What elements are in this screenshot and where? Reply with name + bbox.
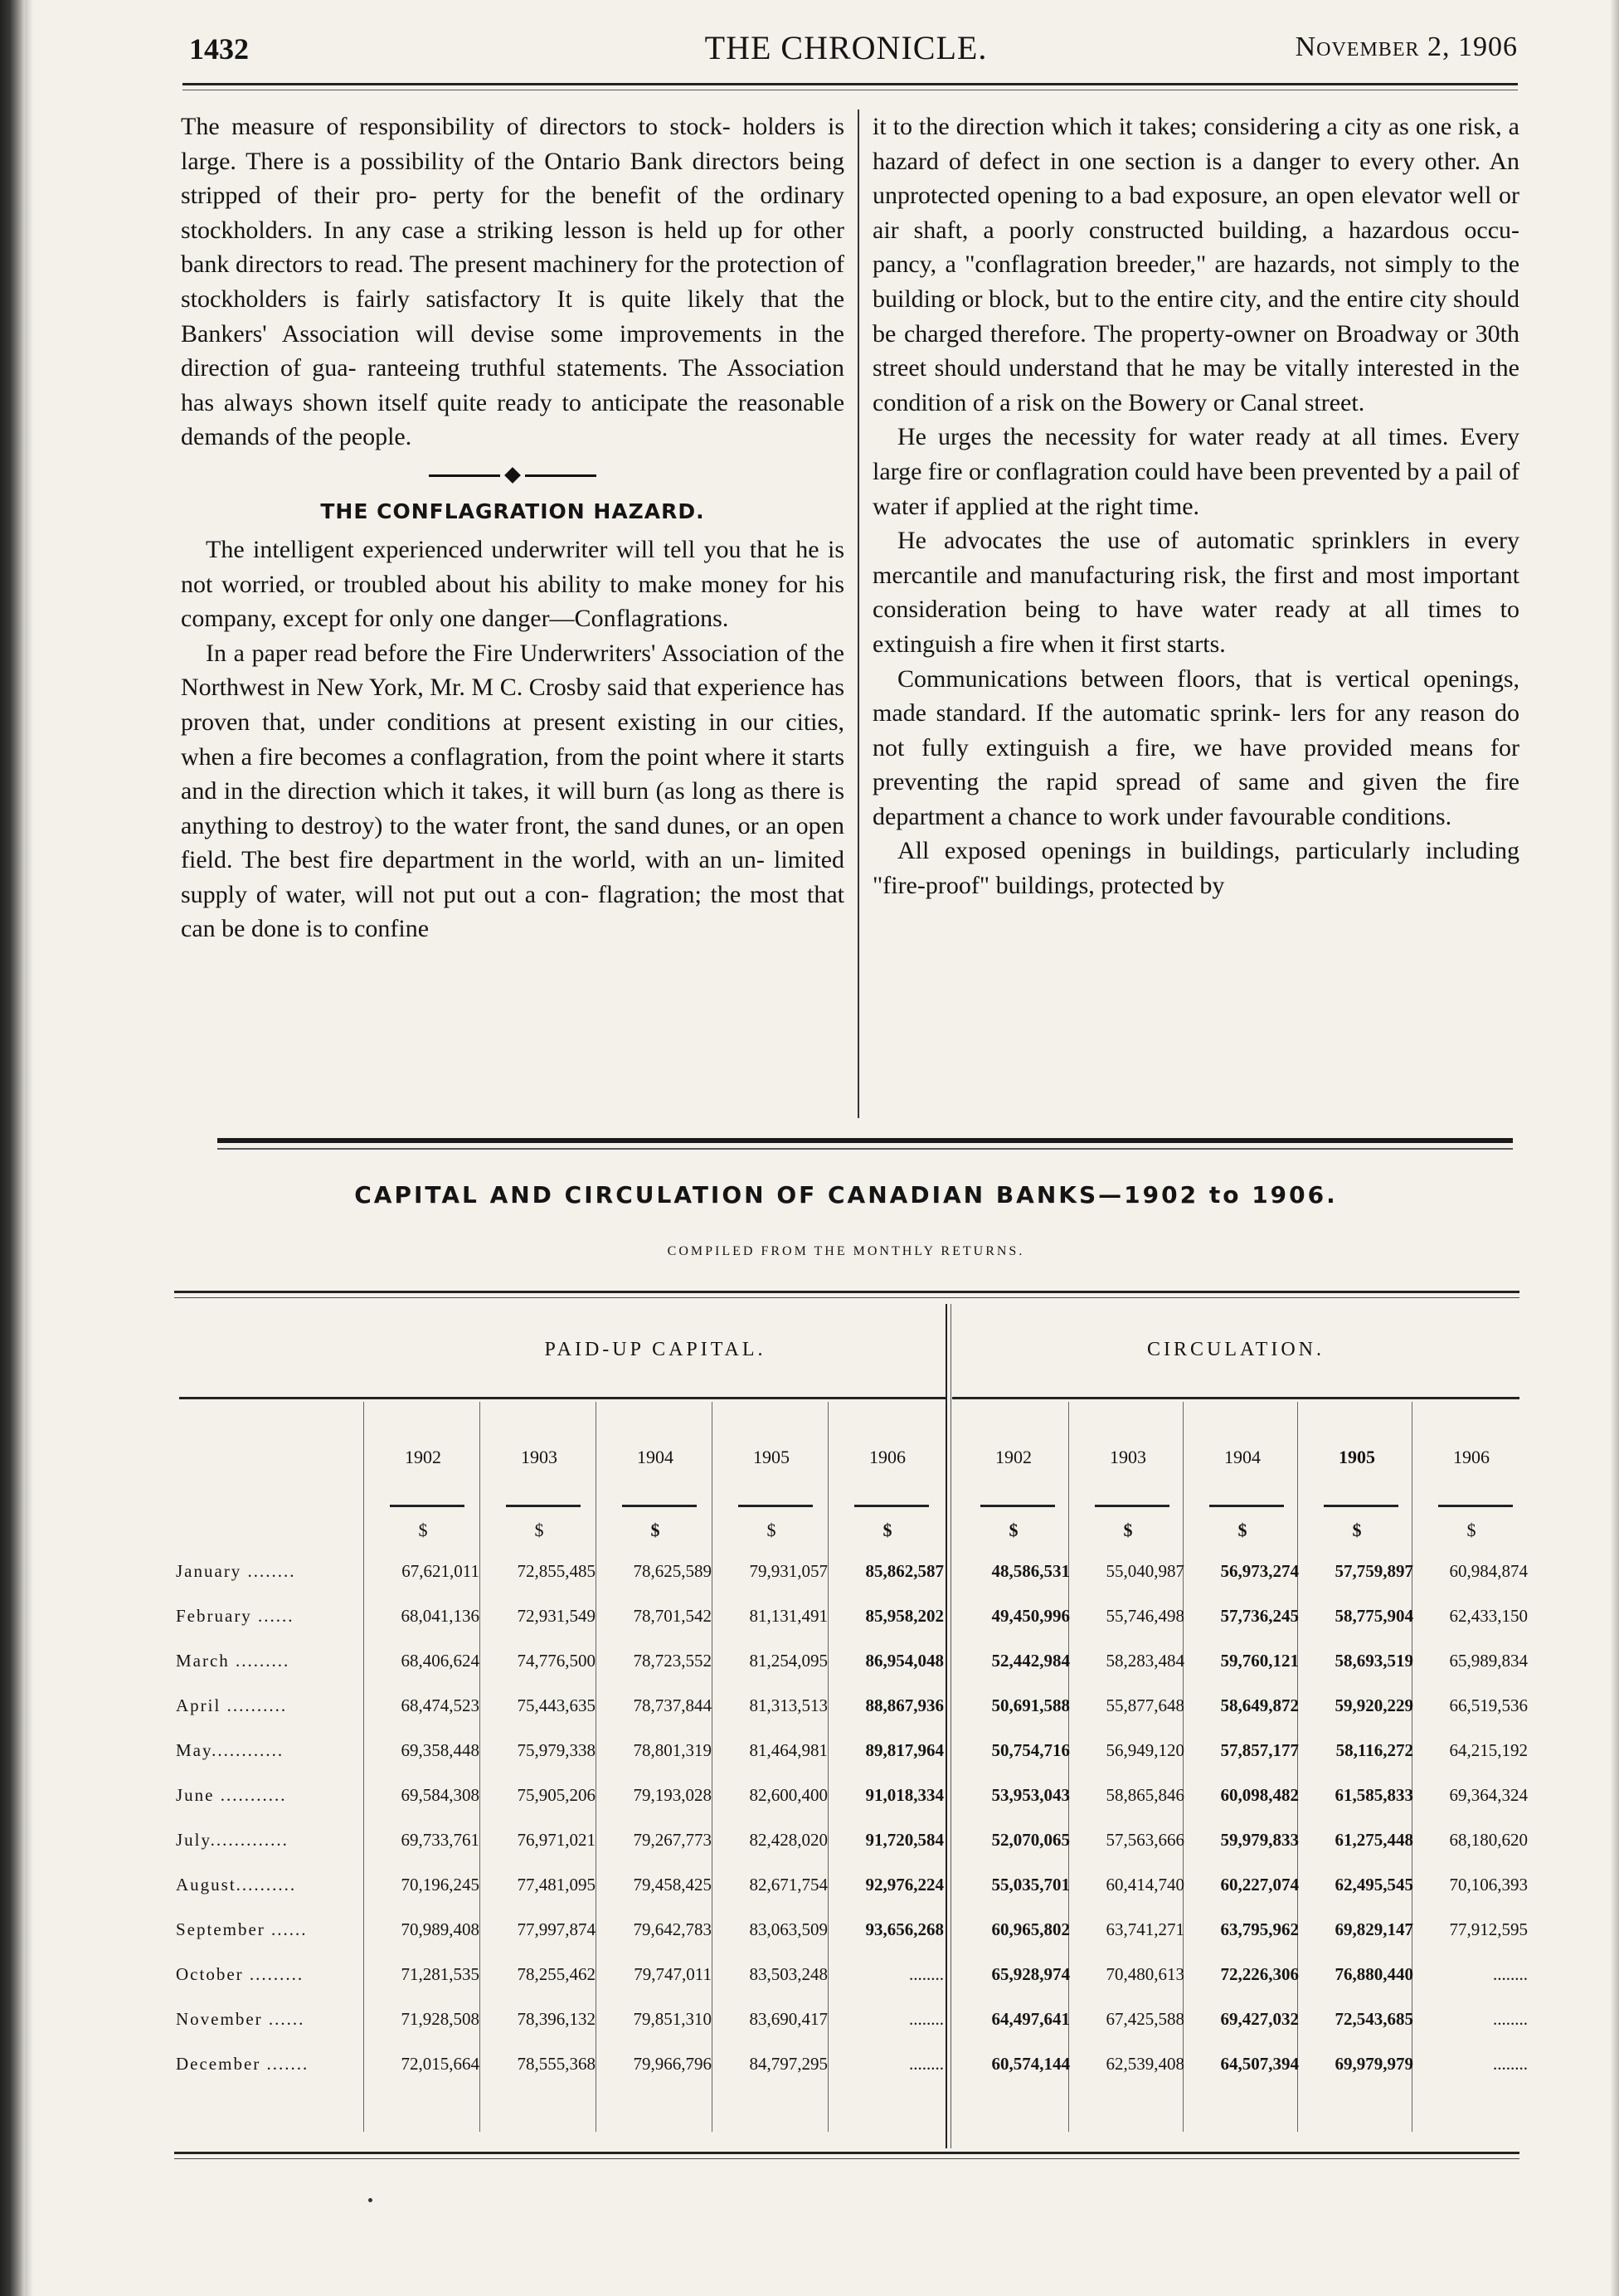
- table-cell: 69,829,147: [1335, 1919, 1413, 1939]
- text-line: holders is large. There is a possibility of the: [181, 113, 845, 175]
- table-cell: 57,759,897: [1335, 1561, 1413, 1581]
- table-cell: 71,928,508: [401, 2009, 479, 2029]
- journal-title: THE CHRONICLE.: [704, 29, 988, 66]
- column-divider: [858, 109, 859, 1118]
- table-cell: 57,857,177: [1220, 1740, 1299, 1760]
- group-divider: [946, 1304, 947, 2148]
- text-line: danger to every other. An unprotected opening to: [873, 147, 1520, 210]
- table-cell: 57,563,666: [1106, 1830, 1184, 1850]
- table-cell: 81,131,491: [749, 1606, 828, 1626]
- table-cell: 69,584,308: [401, 1785, 479, 1805]
- table-top-rule: [174, 1291, 1519, 1293]
- table-cell: 65,989,834: [1449, 1651, 1528, 1671]
- table-cell: 50,754,716: [991, 1740, 1070, 1760]
- year-underline: [1209, 1505, 1284, 1507]
- table-cell: 81,313,513: [749, 1695, 828, 1715]
- year-header: 1905: [1339, 1447, 1375, 1467]
- text-line: every mercantile and manufacturing risk, the first: [873, 527, 1520, 589]
- table-cell: 60,965,802: [991, 1919, 1070, 1939]
- row-label-month: August..........: [176, 1875, 297, 1895]
- text-line: He urges the necessity for water ready at all: [897, 423, 1377, 451]
- year-header: 1904: [637, 1447, 673, 1467]
- text-line: it to the direction which it takes; considering a city: [873, 113, 1382, 140]
- text-line: The property-owner on Broadway or 30th street: [873, 319, 1519, 382]
- table-cell: 83,503,248: [749, 1964, 828, 1984]
- year-header: 1906: [869, 1447, 906, 1467]
- text-line: and most important consideration being to have: [873, 561, 1519, 624]
- text-line: The intelligent experienced underwriter will tell: [206, 535, 696, 563]
- table-cell: 75,979,338: [517, 1740, 596, 1760]
- table-cell: 58,693,519: [1335, 1651, 1413, 1671]
- header-rule: [182, 83, 1518, 85]
- text-line: street.: [1304, 388, 1365, 416]
- text-line: flagration; the most that can be done is to confine: [181, 880, 845, 943]
- article-end-rule: [217, 1138, 1513, 1143]
- table-cell: 77,997,874: [517, 1919, 596, 1939]
- table-cell: 65,928,974: [991, 1964, 1070, 1984]
- table-cell: 93,656,268: [865, 1919, 944, 1939]
- table-cell: 78,801,319: [633, 1740, 712, 1760]
- table-cell: 83,063,509: [749, 1919, 828, 1939]
- group-rule-right: [952, 1397, 1519, 1399]
- year-underline: [390, 1505, 464, 1507]
- text-line: it will burn (as long as there is anything to destroy): [181, 777, 844, 839]
- section-ornament: [181, 458, 844, 491]
- text-line: should understand that he may be vitally interested: [934, 354, 1454, 382]
- table-cell: 81,254,095: [749, 1651, 828, 1671]
- text-line: The measure of responsibility of directors to stock-: [181, 113, 731, 140]
- table-cell: 72,855,485: [517, 1561, 596, 1581]
- text-line: limited supply of water, will not put out a con-: [181, 846, 845, 908]
- table-cell: 74,776,500: [517, 1651, 596, 1671]
- table-cell: 86,954,048: [865, 1651, 944, 1671]
- table-cell: 79,747,011: [634, 1964, 712, 1984]
- text-line: including "fire-proof" buildings, protected by: [873, 837, 1520, 900]
- table-cell: 55,877,648: [1106, 1695, 1184, 1715]
- table-cell: 79,458,425: [633, 1875, 712, 1895]
- text-line: simply to the building or block, but to the entire: [873, 251, 1520, 313]
- table-cell: 67,621,011: [401, 1561, 479, 1581]
- year-header: 1902: [405, 1447, 441, 1467]
- row-label-month: November ......: [176, 2009, 305, 2029]
- table-cell: 91,018,334: [865, 1785, 944, 1805]
- table-cell: 76,971,021: [517, 1830, 596, 1850]
- text-line: ranteeing truthful statements. The Association: [367, 354, 845, 382]
- table-cell: 64,497,641: [991, 2009, 1070, 2029]
- text-line: been prevented by a pail of water if applied at the: [873, 457, 1520, 520]
- text-line: we have provided means for preventing the rapid: [873, 733, 1520, 796]
- table-cell: 77,912,595: [1449, 1919, 1528, 1939]
- currency-symbol: $: [534, 1520, 544, 1540]
- row-label-month: June ...........: [176, 1785, 287, 1805]
- text-line: water ready at all times to extinguish a fire when: [873, 596, 1519, 658]
- year-underline: [1095, 1505, 1169, 1507]
- paragraph: [873, 834, 1519, 902]
- currency-symbol: $: [650, 1520, 660, 1540]
- row-label-month: May............: [176, 1740, 284, 1760]
- table-cell: 68,474,523: [401, 1695, 479, 1715]
- table-cell: 58,116,272: [1335, 1740, 1413, 1760]
- table-cell: 58,775,904: [1335, 1606, 1413, 1626]
- article-column-right: [873, 109, 1519, 903]
- text-line: right time.: [1096, 492, 1200, 520]
- text-line: ability to make money for his company, except for: [181, 570, 845, 633]
- row-label-month: January ........: [176, 1561, 296, 1581]
- table-cell: ........: [909, 2054, 944, 2074]
- row-label-month: October .........: [176, 1964, 304, 1984]
- year-header: 1903: [521, 1447, 557, 1467]
- text-line: where it starts and in the direction which it takes,: [181, 742, 845, 805]
- table-cell: 61,585,833: [1335, 1785, 1413, 1805]
- page-number: 1432: [189, 32, 249, 66]
- table-cell: 61,275,448: [1335, 1830, 1413, 1850]
- table-cell: 69,358,448: [401, 1740, 479, 1760]
- table-cell: 70,196,245: [401, 1875, 479, 1895]
- text-line: C. Crosby said that experience has proven that,: [181, 674, 845, 736]
- table-cell: 60,574,144: [991, 2054, 1070, 2074]
- year-underline: [980, 1505, 1055, 1507]
- text-line: devise some improvements in the direction of gua-: [181, 319, 844, 382]
- paragraph: [181, 636, 844, 946]
- article-column-left: [181, 109, 844, 946]
- text-line: city, and the entire city should be charged therefore.: [873, 285, 1520, 348]
- table-cell: 60,098,482: [1220, 1785, 1299, 1805]
- table-cell: 78,255,462: [517, 1964, 596, 1984]
- table-cell: 48,586,531: [991, 1561, 1070, 1581]
- text-line: In any case a striking lesson is held up for other: [323, 216, 844, 244]
- table-cell: 78,625,589: [633, 1561, 712, 1581]
- table-cell: 49,450,996: [991, 1606, 1070, 1626]
- paragraph: [873, 109, 1519, 420]
- table-cell: 70,480,613: [1106, 1964, 1184, 1984]
- table-cell: ........: [1493, 2009, 1528, 2029]
- text-line: to the water front, the sand dunes, or an open field.: [181, 811, 844, 874]
- table-cell: 58,283,484: [1106, 1651, 1184, 1671]
- text-line: a bad exposure, an open elevator well or air shaft,: [873, 182, 1519, 244]
- text-line: openings, made standard. If the automatic sprink-: [873, 664, 1519, 727]
- table-top-rule-thin: [174, 1297, 1519, 1298]
- paragraph: [873, 662, 1519, 834]
- table-cell: 72,226,306: [1220, 1964, 1299, 1984]
- group-header-circulation: CIRCULATION.: [1147, 1339, 1325, 1360]
- group-rule-left: [179, 1397, 946, 1399]
- text-line: as one risk, a hazard of defect in one section is a: [873, 113, 1520, 175]
- text-line: times. Every large fire or conflagration could have: [873, 423, 1519, 485]
- table-cell: ........: [909, 2009, 944, 2029]
- table-cell: 79,931,057: [749, 1561, 828, 1581]
- table-cell: 60,414,740: [1106, 1875, 1184, 1895]
- text-line: pancy, a "conflagration breeder," are hazards, not: [873, 251, 1377, 279]
- table-cell: 85,958,202: [865, 1606, 944, 1626]
- table-cell: 62,495,545: [1335, 1875, 1413, 1895]
- row-label-month: April ..........: [176, 1695, 288, 1715]
- table-cell: 77,481,095: [517, 1875, 596, 1895]
- currency-symbol: $: [418, 1520, 428, 1540]
- table-cell: 71,281,535: [401, 1964, 479, 1984]
- text-line: the protection of stockholders is fairly satisfactory: [181, 251, 844, 313]
- text-line: in the condition of a risk on the Bowery or Canal: [873, 354, 1519, 416]
- table-cell: 72,543,685: [1335, 2009, 1413, 2029]
- table-cell: 69,364,324: [1449, 1785, 1528, 1805]
- table-cell: 78,701,542: [633, 1606, 712, 1626]
- currency-symbol: $: [882, 1520, 892, 1540]
- table-cell: 79,267,773: [633, 1830, 712, 1850]
- table-cell: 52,442,984: [991, 1651, 1070, 1671]
- page-right-edge: [1611, 0, 1619, 2296]
- year-underline: [622, 1505, 697, 1507]
- table-cell: 63,741,271: [1106, 1919, 1184, 1939]
- year-underline: [1324, 1505, 1398, 1507]
- currency-symbol: $: [1352, 1520, 1362, 1540]
- table-cell: 62,539,408: [1106, 2054, 1184, 2074]
- text-line: only one danger—Conflagrations.: [389, 605, 729, 633]
- table-cell: 59,979,833: [1220, 1830, 1299, 1850]
- currency-symbol: $: [1237, 1520, 1247, 1540]
- row-label-month: July.............: [176, 1830, 289, 1850]
- table-cell: 75,443,635: [517, 1695, 596, 1715]
- text-line: it first starts.: [1100, 630, 1226, 658]
- table-cell: 78,737,844: [633, 1695, 712, 1715]
- text-line: In a paper read before the Fire Underwriters': [206, 639, 656, 667]
- table-cell: 84,797,295: [749, 2054, 828, 2074]
- paragraph: [873, 420, 1519, 523]
- table-cell: 57,736,245: [1220, 1606, 1299, 1626]
- section-heading: THE CONFLAGRATION HAZARD.: [320, 499, 705, 523]
- table-cell: 68,180,620: [1449, 1830, 1528, 1850]
- text-line: lers for any reason do not fully extinguish a fire,: [873, 699, 1519, 761]
- text-line: All exposed openings in buildings, particularly: [897, 837, 1411, 865]
- table-cell: 78,555,368: [517, 2054, 596, 2074]
- table-cell: 79,193,028: [633, 1785, 712, 1805]
- year-underline: [1438, 1505, 1513, 1507]
- text-line: a poorly constructed building, a hazardous occu-: [983, 216, 1519, 244]
- table-bottom-rule-thin: [174, 2158, 1519, 2159]
- table-cell: 66,519,536: [1449, 1695, 1528, 1715]
- text-line: Association of the Northwest in New York, Mr. M: [181, 639, 844, 702]
- year-header: 1906: [1453, 1447, 1490, 1467]
- table-cell: 69,733,761: [401, 1830, 479, 1850]
- text-line: It is quite likely that the Bankers' Association will: [181, 285, 845, 348]
- year-header: 1905: [753, 1447, 790, 1467]
- table-cell: 83,690,417: [749, 2009, 828, 2029]
- table-cell: 64,215,192: [1449, 1740, 1528, 1760]
- article-end-rule-thin: [217, 1148, 1513, 1150]
- table-cell: 50,691,588: [991, 1695, 1070, 1715]
- table-cell: 79,966,796: [633, 2054, 712, 2074]
- year-header: 1904: [1224, 1447, 1261, 1467]
- table-subtitle: COMPILED FROM THE MONTHLY RETURNS.: [667, 1244, 1025, 1258]
- table-cell: 88,867,936: [865, 1695, 944, 1715]
- table-cell: ........: [1493, 2054, 1528, 2074]
- table-cell: 58,649,872: [1220, 1695, 1299, 1715]
- currency-symbol: $: [1009, 1520, 1019, 1540]
- table-cell: 52,070,065: [991, 1830, 1070, 1850]
- table-cell: 55,746,498: [1106, 1606, 1184, 1626]
- spine-shadow: [25, 0, 33, 2296]
- table-cell: 68,406,624: [401, 1651, 479, 1671]
- year-underline: [738, 1505, 813, 1507]
- table-title: CAPITAL AND CIRCULATION OF CANADIAN BANKS—1902 to 1906.: [354, 1181, 1338, 1209]
- text-line: the reasonable demands of the people.: [181, 388, 845, 451]
- text-line: chance to work under favourable conditions.: [1008, 802, 1452, 830]
- paragraph: [181, 109, 844, 455]
- table-cell: 85,862,587: [865, 1561, 944, 1581]
- issue-date: November 2, 1906: [1295, 32, 1518, 62]
- table-cell: 76,880,440: [1335, 1964, 1413, 1984]
- text-line: Ontario Bank directors being stripped of their pro-: [181, 147, 845, 210]
- row-label-month: December .......: [176, 2054, 309, 2074]
- table-cell: 82,428,020: [749, 1830, 828, 1850]
- book-spine-edge: [0, 0, 25, 2296]
- text-line: spread of same and given the fire department a: [873, 768, 1519, 830]
- text-line: Communications between floors, that is vertical: [897, 664, 1411, 693]
- table-cell: 75,905,206: [517, 1785, 596, 1805]
- table-cell: 78,723,552: [633, 1651, 712, 1671]
- page-header: [174, 28, 1518, 71]
- text-line: He advocates the use of automatic sprinklers in: [897, 527, 1447, 555]
- table-cell: 91,720,584: [865, 1830, 944, 1850]
- table-cell: 56,973,274: [1220, 1561, 1299, 1581]
- table-cell: 53,953,043: [991, 1785, 1070, 1805]
- table-cell: 70,989,408: [401, 1919, 479, 1939]
- table-cell: 60,227,074: [1220, 1875, 1299, 1895]
- table-cell: 79,642,783: [633, 1919, 712, 1939]
- year-underline: [506, 1505, 581, 1507]
- table-cell: 59,920,229: [1335, 1695, 1413, 1715]
- table-cell: 89,817,964: [865, 1740, 944, 1760]
- row-label-month: February ......: [176, 1606, 294, 1626]
- year-underline: [854, 1505, 929, 1507]
- paragraph: [873, 523, 1519, 661]
- text-line: perty for the benefit of the ordinary stockholders.: [181, 182, 844, 244]
- table-cell: 78,396,132: [517, 2009, 596, 2029]
- text-line: you that he is not worried, or troubled about his: [181, 535, 844, 598]
- table-cell: 59,760,121: [1220, 1651, 1299, 1671]
- table-bottom-rule: [174, 2152, 1519, 2154]
- table-cell: 64,507,394: [1220, 2054, 1299, 2074]
- currency-symbol: $: [1466, 1520, 1476, 1540]
- row-label-month: March .........: [176, 1651, 290, 1671]
- text-line: under conditions at present existing in our cities,: [318, 708, 845, 736]
- year-header: 1902: [995, 1447, 1032, 1467]
- text-line: when a fire becomes a conflagration, from the point: [181, 742, 698, 771]
- text-line: has always shown itself quite ready to anticipate: [181, 388, 688, 416]
- currency-symbol: $: [1123, 1520, 1133, 1540]
- table-cell: 69,427,032: [1220, 2009, 1299, 2029]
- text-line: The best fire department in the world, with an un-: [241, 846, 765, 874]
- table-cell: 79,851,310: [633, 2009, 712, 2029]
- table-cell: 67,425,588: [1106, 2009, 1184, 2029]
- table-cell: 60,984,874: [1449, 1561, 1528, 1581]
- table-cell: 55,035,701: [991, 1875, 1070, 1895]
- table-cell: 92,976,224: [865, 1875, 944, 1895]
- table-cell: ........: [909, 1964, 944, 1984]
- table-cell: 69,979,979: [1335, 2054, 1413, 2074]
- table-cell: ........: [1493, 1964, 1528, 1984]
- group-header-paid-up-capital: PAID-UP CAPITAL.: [544, 1339, 766, 1360]
- table-cell: 81,464,981: [749, 1740, 828, 1760]
- table-cell: 82,600,400: [749, 1785, 828, 1805]
- table-cell: 62,433,150: [1449, 1606, 1528, 1626]
- text-line: bank directors to read. The present machinery for: [181, 251, 673, 279]
- paragraph: [181, 533, 844, 636]
- table-cell: 55,040,987: [1106, 1561, 1184, 1581]
- row-label-month: September ......: [176, 1919, 308, 1939]
- table-cell: 68,041,136: [401, 1606, 479, 1626]
- currency-symbol: $: [766, 1520, 776, 1540]
- table-cell: 58,865,846: [1106, 1785, 1184, 1805]
- table-cell: 56,949,120: [1106, 1740, 1184, 1760]
- table-cell: 70,106,393: [1449, 1875, 1528, 1895]
- table-cell: 63,795,962: [1220, 1919, 1299, 1939]
- print-speck: [368, 2198, 372, 2202]
- table-cell: 72,931,549: [517, 1606, 596, 1626]
- year-header: 1903: [1110, 1447, 1146, 1467]
- table-cell: 82,671,754: [749, 1875, 828, 1895]
- table-cell: 72,015,664: [401, 2054, 479, 2074]
